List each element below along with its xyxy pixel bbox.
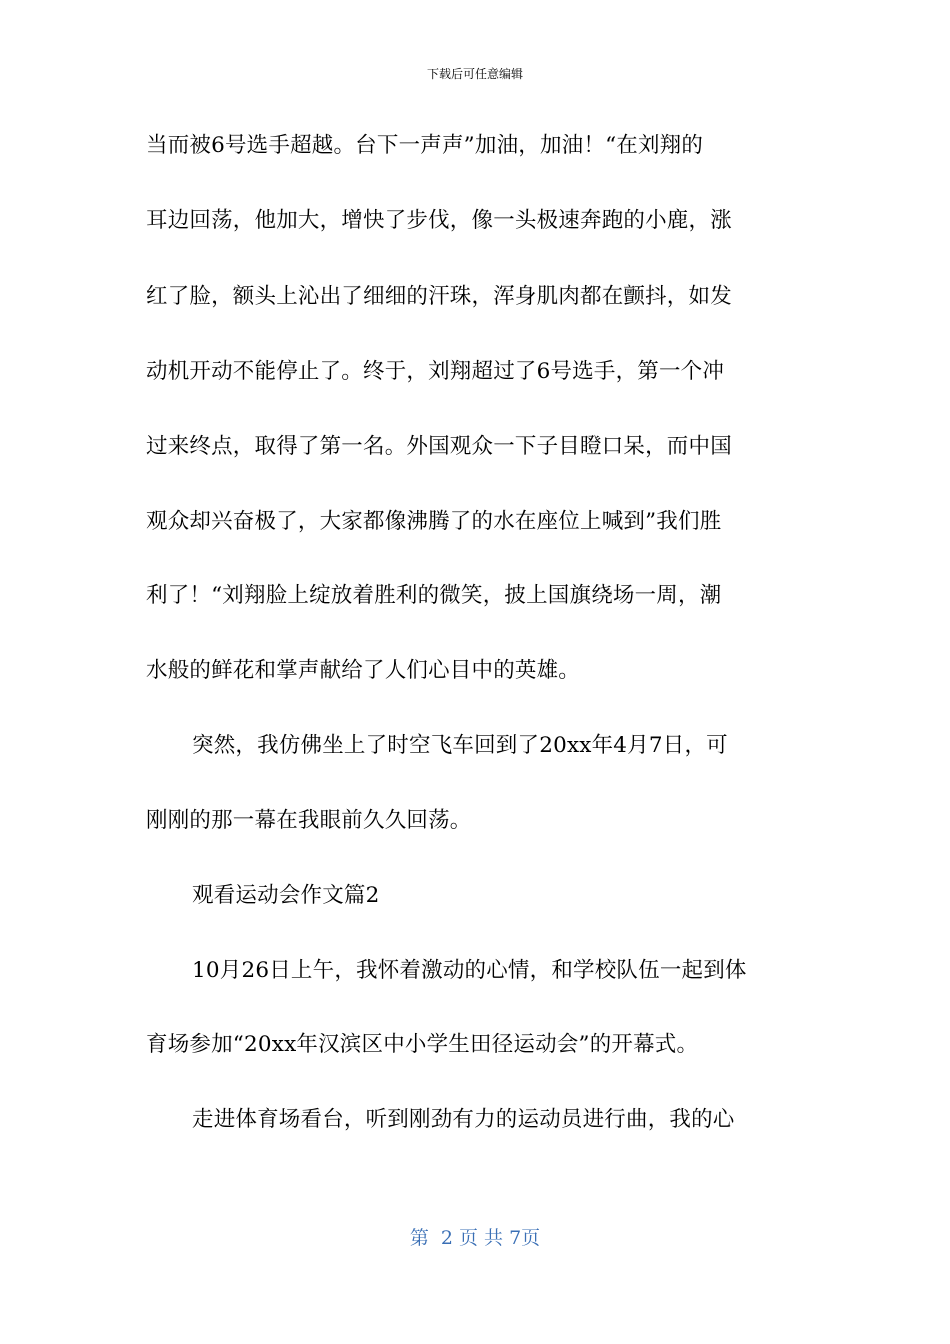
text-line: 红了脸，额头上沁出了细细的汗珠，浑身肌肉都在颤抖，如发 (146, 284, 732, 309)
page-header: 下载后可任意编辑 (426, 67, 523, 81)
text-line: 走进体育场看台，听到刚劲有力的运动员进行曲，我的心 (192, 1107, 735, 1132)
text-line: 过来终点，取得了第一名。外国观众一下子目瞪口呆，而中国 (146, 434, 732, 459)
text-line: 当而被6号选手超越。台下一声声”加油，加油！“在刘翔的 (146, 133, 704, 158)
text-line: 育场参加“20xx年汉滨区中小学生田径运动会”的开幕式。 (146, 1032, 699, 1057)
page-footer: 第 2 页 共 7页 (409, 1227, 541, 1249)
text-line: 耳边回荡，他加大，增快了步伐，像一头极速奔跑的小鹿，涨 (146, 208, 732, 233)
text-line: 观众却兴奋极了，大家都像沸腾了的水在座位上喊到”我们胜 (146, 509, 722, 534)
text-line: 刚刚的那一幕在我眼前久久回荡。 (146, 808, 472, 833)
text-line: 水般的鲜花和掌声献给了人们心目中的英雄。 (146, 658, 581, 683)
section-heading: 观看运动会作文篇2 (192, 883, 380, 908)
text-line: 10月26日上午，我怀着激动的心情，和学校队伍一起到体 (192, 958, 747, 983)
text-line: 利了！“刘翔脸上绽放着胜利的微笑，披上国旗绕场一周，潮 (146, 583, 722, 608)
text-line: 动机开动不能停止了。终于，刘翔超过了6号选手，第一个冲 (146, 359, 725, 384)
text-line: 突然，我仿佛坐上了时空飞车回到了20xx年4月7日，可 (192, 733, 728, 758)
